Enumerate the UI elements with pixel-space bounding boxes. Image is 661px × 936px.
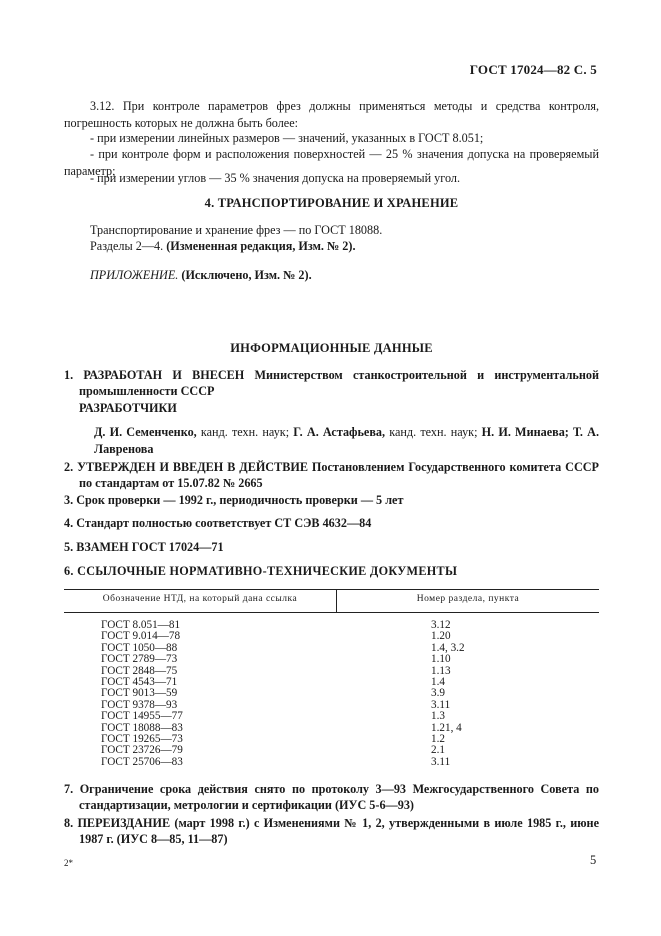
table-cell-section: 1.20 [431,630,451,643]
info-item-8 [64,815,599,847]
table-cell-section: 1.4, 3.2 [431,641,465,654]
table-cell-section: 2.1 [431,744,445,757]
info-item-5 [64,539,599,555]
table-header-section: Номер раздела, пункта [416,594,520,604]
table-cell-section: 1.13 [431,664,451,677]
table-header-rule [64,612,599,613]
info-heading: ИНФОРМАЦИОННЫЕ ДАННЫЕ [230,341,433,355]
table-col-designations [101,620,183,768]
table-cell-section: 3.11 [431,698,451,711]
appendix-label: ПРИЛОЖЕНИЕ. [90,268,179,282]
table-cell-gost: ГОСТ 9378—93 [101,698,178,711]
info-item-4-text: 4. Стандарт полностью соответствует СТ СЭВ 4632—84 [64,516,372,530]
developer-1: Д. И. Семенченко, [94,425,197,439]
developer-3-4: Н. И. Минаева; Т. А. Лавренова [94,425,600,456]
table-cell-section: 1.4 [431,675,445,688]
table-top-rule [64,589,599,590]
table-cell-gost: ГОСТ 19265—73 [101,732,183,745]
table-cell-section: 3.9 [431,687,445,700]
table-cell-gost: ГОСТ 2848—75 [101,664,178,677]
table-cell-gost: ГОСТ 9.014—78 [101,630,181,643]
page-number: 5 [590,853,597,867]
table-cell-gost: ГОСТ 4543—71 [101,675,178,688]
table-cell-section: 3.12 [431,619,451,631]
developers-title: РАЗРАБОТЧИКИ [79,401,177,415]
info-item-6 [64,563,599,579]
table-cell-gost: ГОСТ 25706—83 [101,755,183,768]
info-item-6-text: 6. ССЫЛОЧНЫЕ НОРМАТИВНО-ТЕХНИЧЕСКИЕ ДОКУМЕНТЫ [64,564,458,578]
table-col-sections [431,620,465,768]
info-item-7 [64,781,599,813]
table-header-designation: Обозначение НТД, на который дана ссылка [102,594,298,604]
appendix-line [64,267,599,284]
info-item-3-text: 3. Срок проверки — 1992 г., периодичность проверки — 5 лет [64,493,404,507]
list-item-form: - при контроле форм и расположения поверхностей — 25 % значения допуска на проверяемый параметр; [64,147,599,178]
table-cell-gost: ГОСТ 8.051—81 [101,619,181,631]
info-item-2 [64,459,599,491]
table-cell-section: 1.10 [431,653,451,666]
section-4-heading: 4. ТРАНСПОРТИРОВАНИЕ И ХРАНЕНИЕ [204,196,459,210]
info-item-8-text: 8. ПЕРЕИЗДАНИЕ (март 1998 г.) с Изменениями № 1, 2, утвержденными в июле 1985 г., июне 1987 г. (ИУС 8—85, 11—87) [64,816,599,846]
page-header: ГОСТ 17024—82 С. 5 [469,62,597,77]
table-cell-gost: ГОСТ 14955—77 [101,710,183,723]
sections-line-amendment: (Измененная редакция, Изм. № 2). [166,239,356,253]
transport-line: Транспортирование и хранение фрез — по ГОСТ 18088. [90,223,383,237]
table-cell-gost: ГОСТ 23726—79 [101,744,183,757]
sections-line-text: Разделы 2—4. [90,239,167,253]
sections-line [64,238,599,255]
table-cell-gost: ГОСТ 18088—83 [101,721,183,734]
paragraph-3-12: 3.12. При контроле параметров фрез должны применяться методы и средства контроля, погрешность которых не должна быть более: [64,99,599,130]
table-cell-section: 1.21, 4 [431,721,462,734]
table-cell-section: 3.11 [431,755,451,768]
info-item-4 [64,515,599,531]
developers-list [94,424,599,457]
table-cell-gost: ГОСТ 2789—73 [101,653,178,666]
info-item-3 [64,492,599,508]
table-cell-gost: ГОСТ 9013—59 [101,687,178,700]
appendix-note: (Исключено, Изм. № 2). [178,268,312,282]
list-item-angles: - при измерении углов — 35 % значения допуска на проверяемый угол. [90,171,461,185]
table-cell-section: 1.2 [431,732,445,745]
info-item-5-text: 5. ВЗАМЕН ГОСТ 17024—71 [64,540,224,554]
table-cell-gost: ГОСТ 1050—88 [101,641,178,654]
info-item-7-text: 7. Ограничение срока действия снято по протоколу 3—93 Межгосударственного Совета по стандартизации, метрологии и сертификации (ИУС 5-6—93) [64,782,599,812]
developer-2: Г. А. Астафьева, [293,425,386,439]
developer-2-degree: канд. техн. наук; [385,425,482,439]
list-item-linear: - при измерении линейных размеров — значений, указанных в ГОСТ 8.051; [90,131,484,145]
footer-sheet-mark: 2* [64,858,73,868]
developer-1-degree: канд. техн. наук; [196,425,294,439]
table-cell-section: 1.3 [431,710,445,723]
info-item-2-text: 2. УТВЕРЖДЕН И ВВЕДЕН В ДЕЙСТВИЕ Постановлением Государственного комитета СССР по стандартам от 15.07.82 № 2665 [64,460,599,490]
info-item-1-text: 1. РАЗРАБОТАН И ВНЕСЕН Министерством станкостроительной и инструментальной промышленности СССР [64,368,599,398]
info-item-1 [64,367,599,399]
